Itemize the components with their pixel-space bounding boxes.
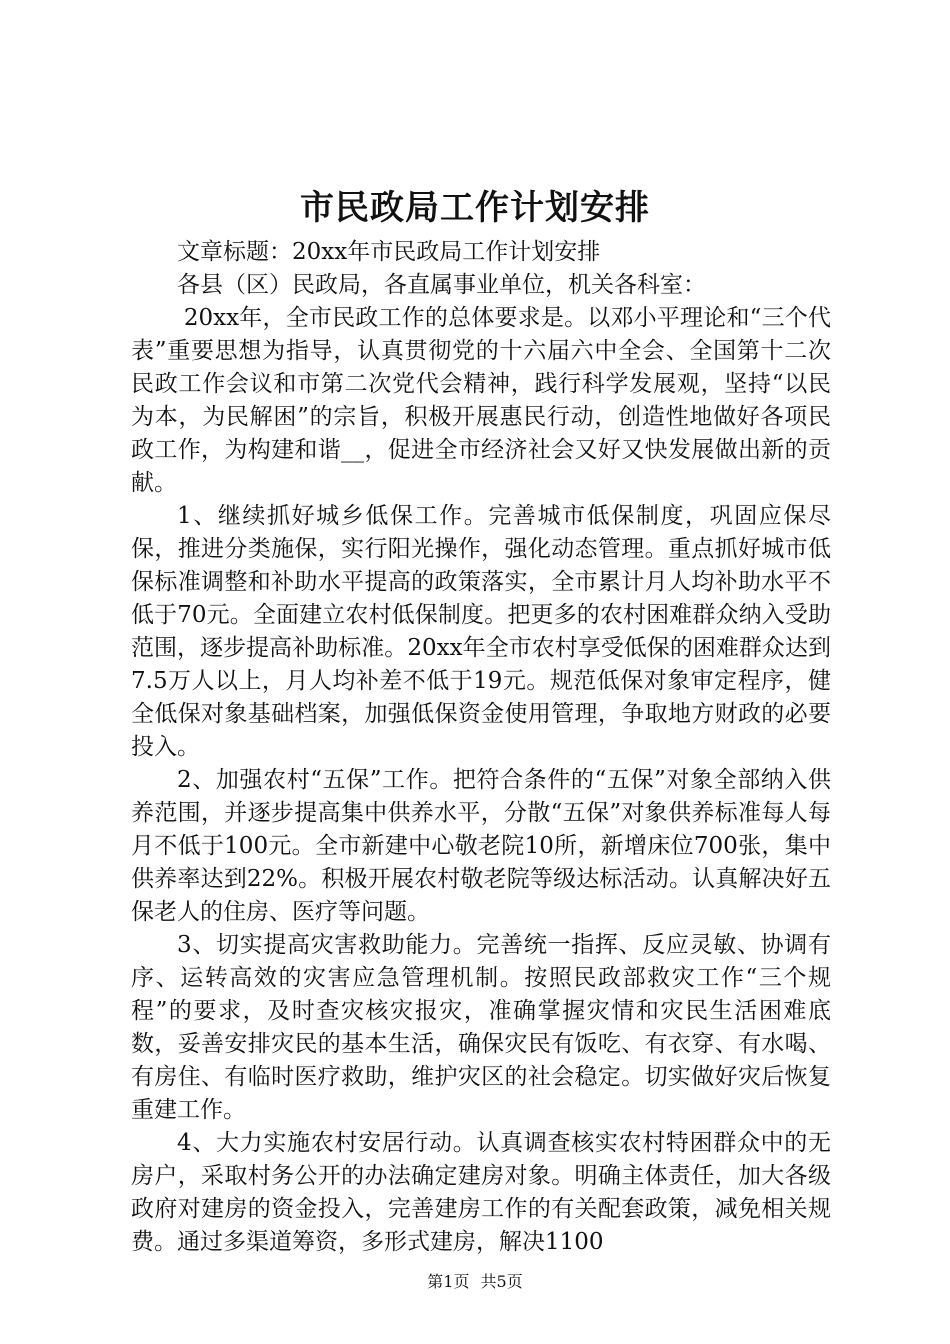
- page-number: 第1页: [427, 1272, 470, 1291]
- page-total: 共5页: [480, 1272, 523, 1291]
- paragraph-item-2: 2、加强农村“五保”工作。把符合条件的“五保”对象全部纳入供养范围，并逐步提高集中供养水平，分散“五保”对象供养标准每人每月不低于100元。全市新建中心敬老院10所，新增床位700张，集中供养率达到22%。积极开展农村敬老院等级达标活动。认真解决好五保老人的住房、医疗等问题。: [131, 767, 831, 925]
- paragraph-item-4: 4、大力实施农村安居行动。认真调查核实农村特困群众中的无房户，采取村务公开的办法确定建房对象。明确主体责任，加大各级政府对建房的资金投入，完善建房工作的有关配套政策，减免相关规费。通过多渠道筹资，多形式建房，解决1100: [131, 1130, 831, 1255]
- paragraph-item-3: 3、切实提高灾害救助能力。完善统一指挥、反应灵敏、协调有序、运转高效的灾害应急管理机制。按照民政部救灾工作“三个规程”的要求，及时查灾核灾报灾，准确掌握灾情和灾民生活困难底数，妥善安排灾民的基本生活，确保灾民有饭吃、有衣穿、有水喝、有房住、有临时医疗救助，维护灾区的社会稳定。切实做好灾后恢复重建工作。: [131, 932, 831, 1123]
- salutation: 各县（区）民政局，各直属事业单位，机关各科室：: [177, 272, 706, 298]
- page-footer: [0, 1270, 950, 1294]
- document-body: [131, 236, 831, 1259]
- paragraph-general-requirements: 20xx年，全市民政工作的总体要求是。以邓小平理论和“三个代表”重要思想为指导，认真贯彻党的十六届六中全会、全国第十二次民政工作会议和市第二次党代会精神，践行科学发展观，坚持“以民为本，为民解困”的宗旨，积极开展惠民行动，创造性地做好各项民政工作，为构建和谐__，促进全市经济社会又好又快发展做出新的贡献。: [131, 305, 831, 496]
- document-title: 市民政局工作计划安排: [300, 188, 650, 228]
- paragraph-item-1: 1、继续抓好城乡低保工作。完善城市低保制度，巩固应保尽保，推进分类施保，实行阳光操作，强化动态管理。重点抓好城市低保标准调整和补助水平提高的政策落实，全市累计月人均补助水平不低于70元。全面建立农村低保制度。把更多的农村困难群众纳入受助范围，逐步提高补助标准。20xx年全市农村享受低保的困难群众达到7.5万人以上，月人均补差不低于19元。规范低保对象审定程序，健全低保对象基础档案，加强低保资金使用管理，争取地方财政的必要投入。: [131, 503, 831, 760]
- article-title-line: 文章标题：20xx年市民政局工作计划安排: [177, 239, 601, 265]
